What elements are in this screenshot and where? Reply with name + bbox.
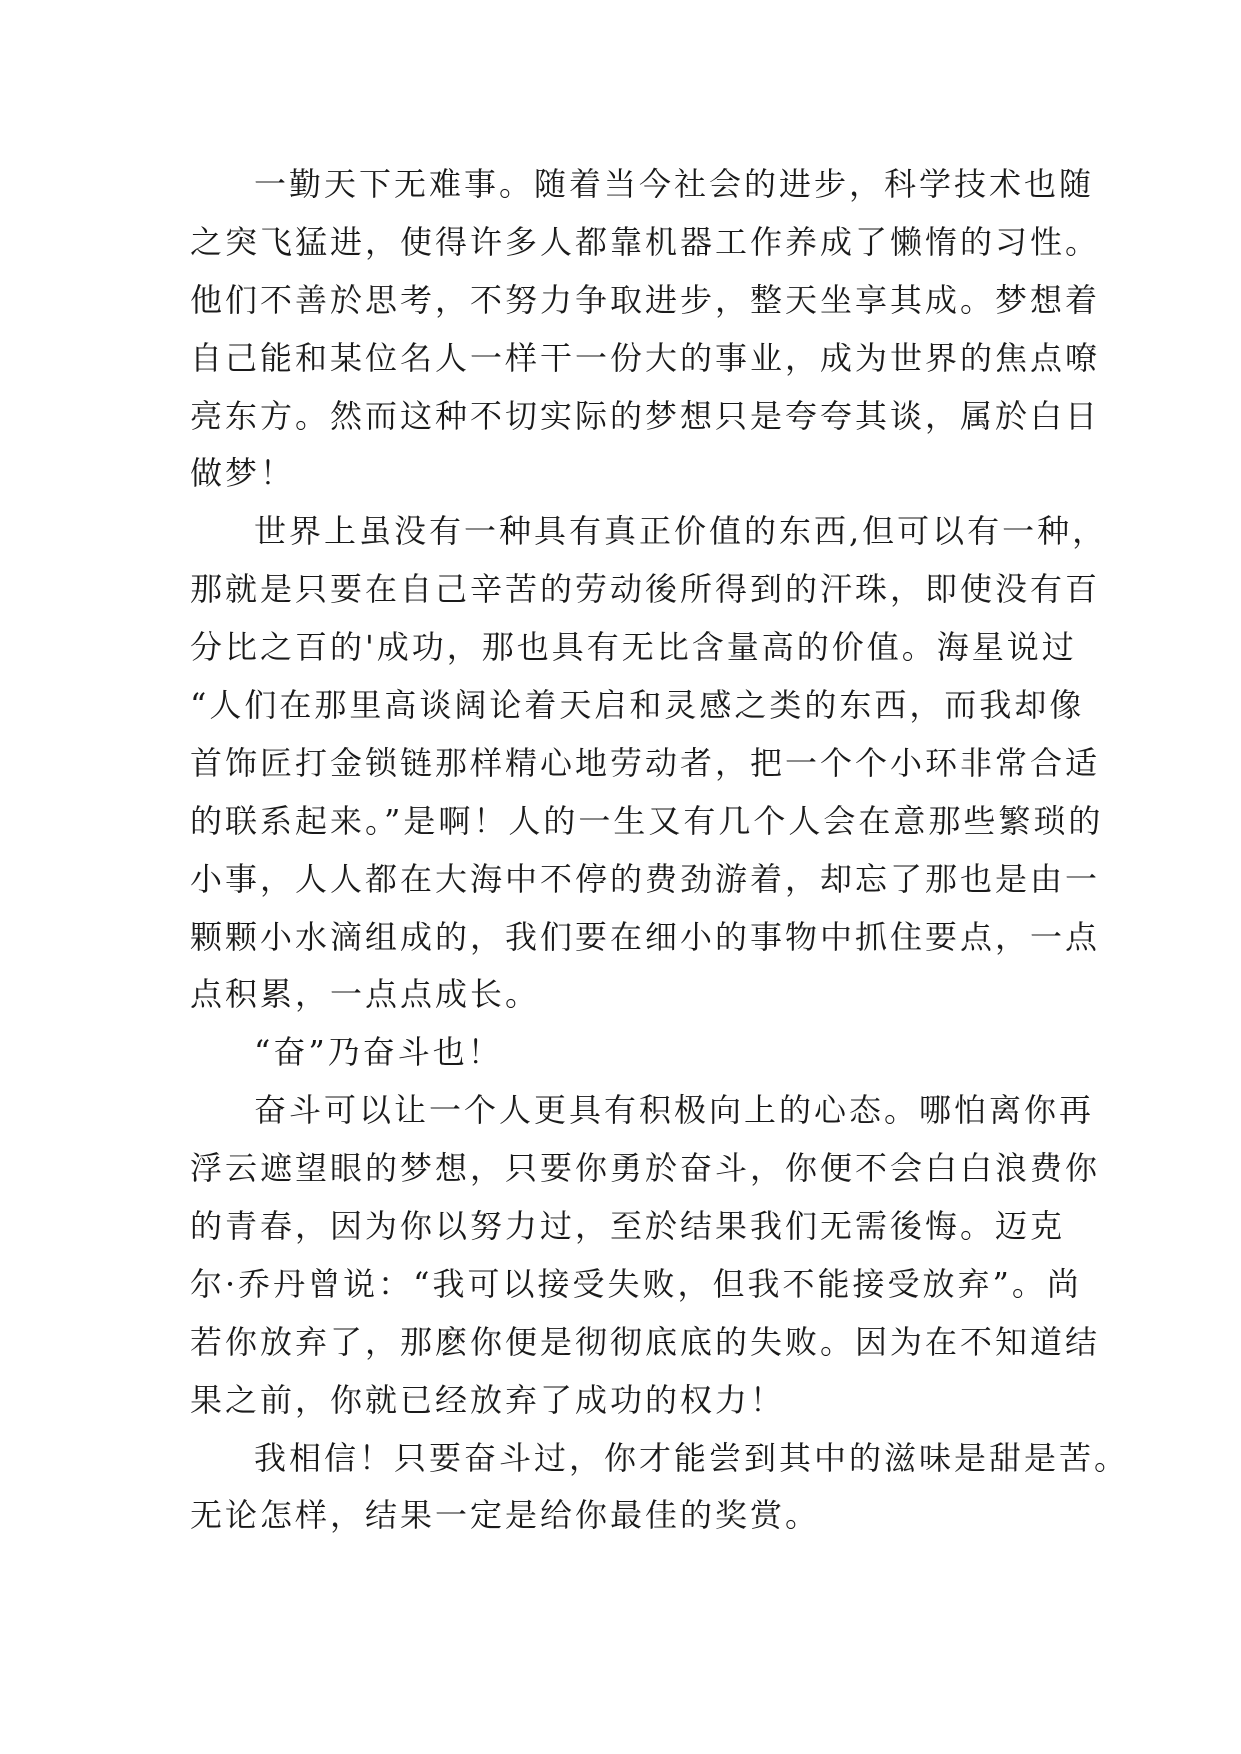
paragraph-1-line-4: 自己能和某位名人一样干一份大的事业，成为世界的焦点嘹 [190,338,1101,377]
paragraph-4-line-4: 尔·乔丹曾说：“我可以接受失败，但我不能接受放弃”。尚 [190,1264,1082,1303]
paragraph-4-line-2: 浮云遮望眼的梦想，只要你勇於奋斗，你便不会白白浪费你 [190,1149,1101,1188]
paragraph-4-line-5: 若你放弃了，那麽你便是彻彻底底的失败。因为在不知道结 [190,1322,1101,1361]
document-body [190,156,1130,1545]
paragraph-4-line-1: 奋斗可以让一个人更具有积极向上的心态。哪怕离你再 [254,1091,1095,1130]
paragraph-1-line-3: 他们不善於思考，不努力争取进步，整天坐享其成。梦想着 [190,280,1101,319]
paragraph-2-line-1: 世界上虽没有一种具有真正价值的东西,但可以有一种， [254,512,1108,551]
paragraph-5-line-1: 我相信！只要奋斗过，你才能尝到其中的滋味是甜是苦。 [254,1438,1130,1477]
paragraph-4-line-3: 的青春，因为你以努力过，至於结果我们无需後悔。迈克 [190,1207,1066,1246]
paragraph-4-line-6: 果之前，你就已经放弃了成功的权力！ [190,1380,786,1419]
paragraph-2-line-7: 小事，人人都在大海中不停的费劲游着，却忘了那也是由一 [190,859,1101,898]
paragraph-3-line-1: “奋”乃奋斗也！ [254,1033,503,1072]
paragraph-2-line-2: 那就是只要在自己辛苦的劳动後所得到的汗珠，即使没有百 [190,570,1101,609]
paragraph-2-line-4: “人们在那里高谈阔论着天启和灵感之类的东西，而我却像 [190,686,1085,725]
paragraph-2-line-8: 颗颗小水滴组成的，我们要在细小的事物中抓住要点，一点 [190,917,1101,956]
paragraph-1-line-1: 一勤天下无难事。随着当今社会的进步，科学技术也随 [254,165,1095,203]
paragraph-1-line-5: 亮东方。然而这种不切实际的梦想只是夸夸其谈，属於白日 [190,396,1101,435]
paragraph-2-line-9: 点积累，一点点成长。 [190,975,541,1014]
paragraph-1-line-6: 做梦！ [190,454,296,493]
paragraph-2-line-3: 分比之百的'成功，那也具有无比含量高的价值。海星说过 [190,628,1077,667]
paragraph-1-line-2: 之突飞猛进，使得许多人都靠机器工作养成了懒惰的习性。 [190,222,1101,261]
paragraph-2-line-6: 的联系起来。”是啊！人的一生又有几个人会在意那些繁琐的 [190,801,1104,840]
paragraph-5-line-2: 无论怎样，结果一定是给你最佳的奖赏。 [190,1496,821,1535]
paragraph-2-line-5: 首饰匠打金锁链那样精心地劳动者，把一个个小环非常合适 [190,743,1101,782]
